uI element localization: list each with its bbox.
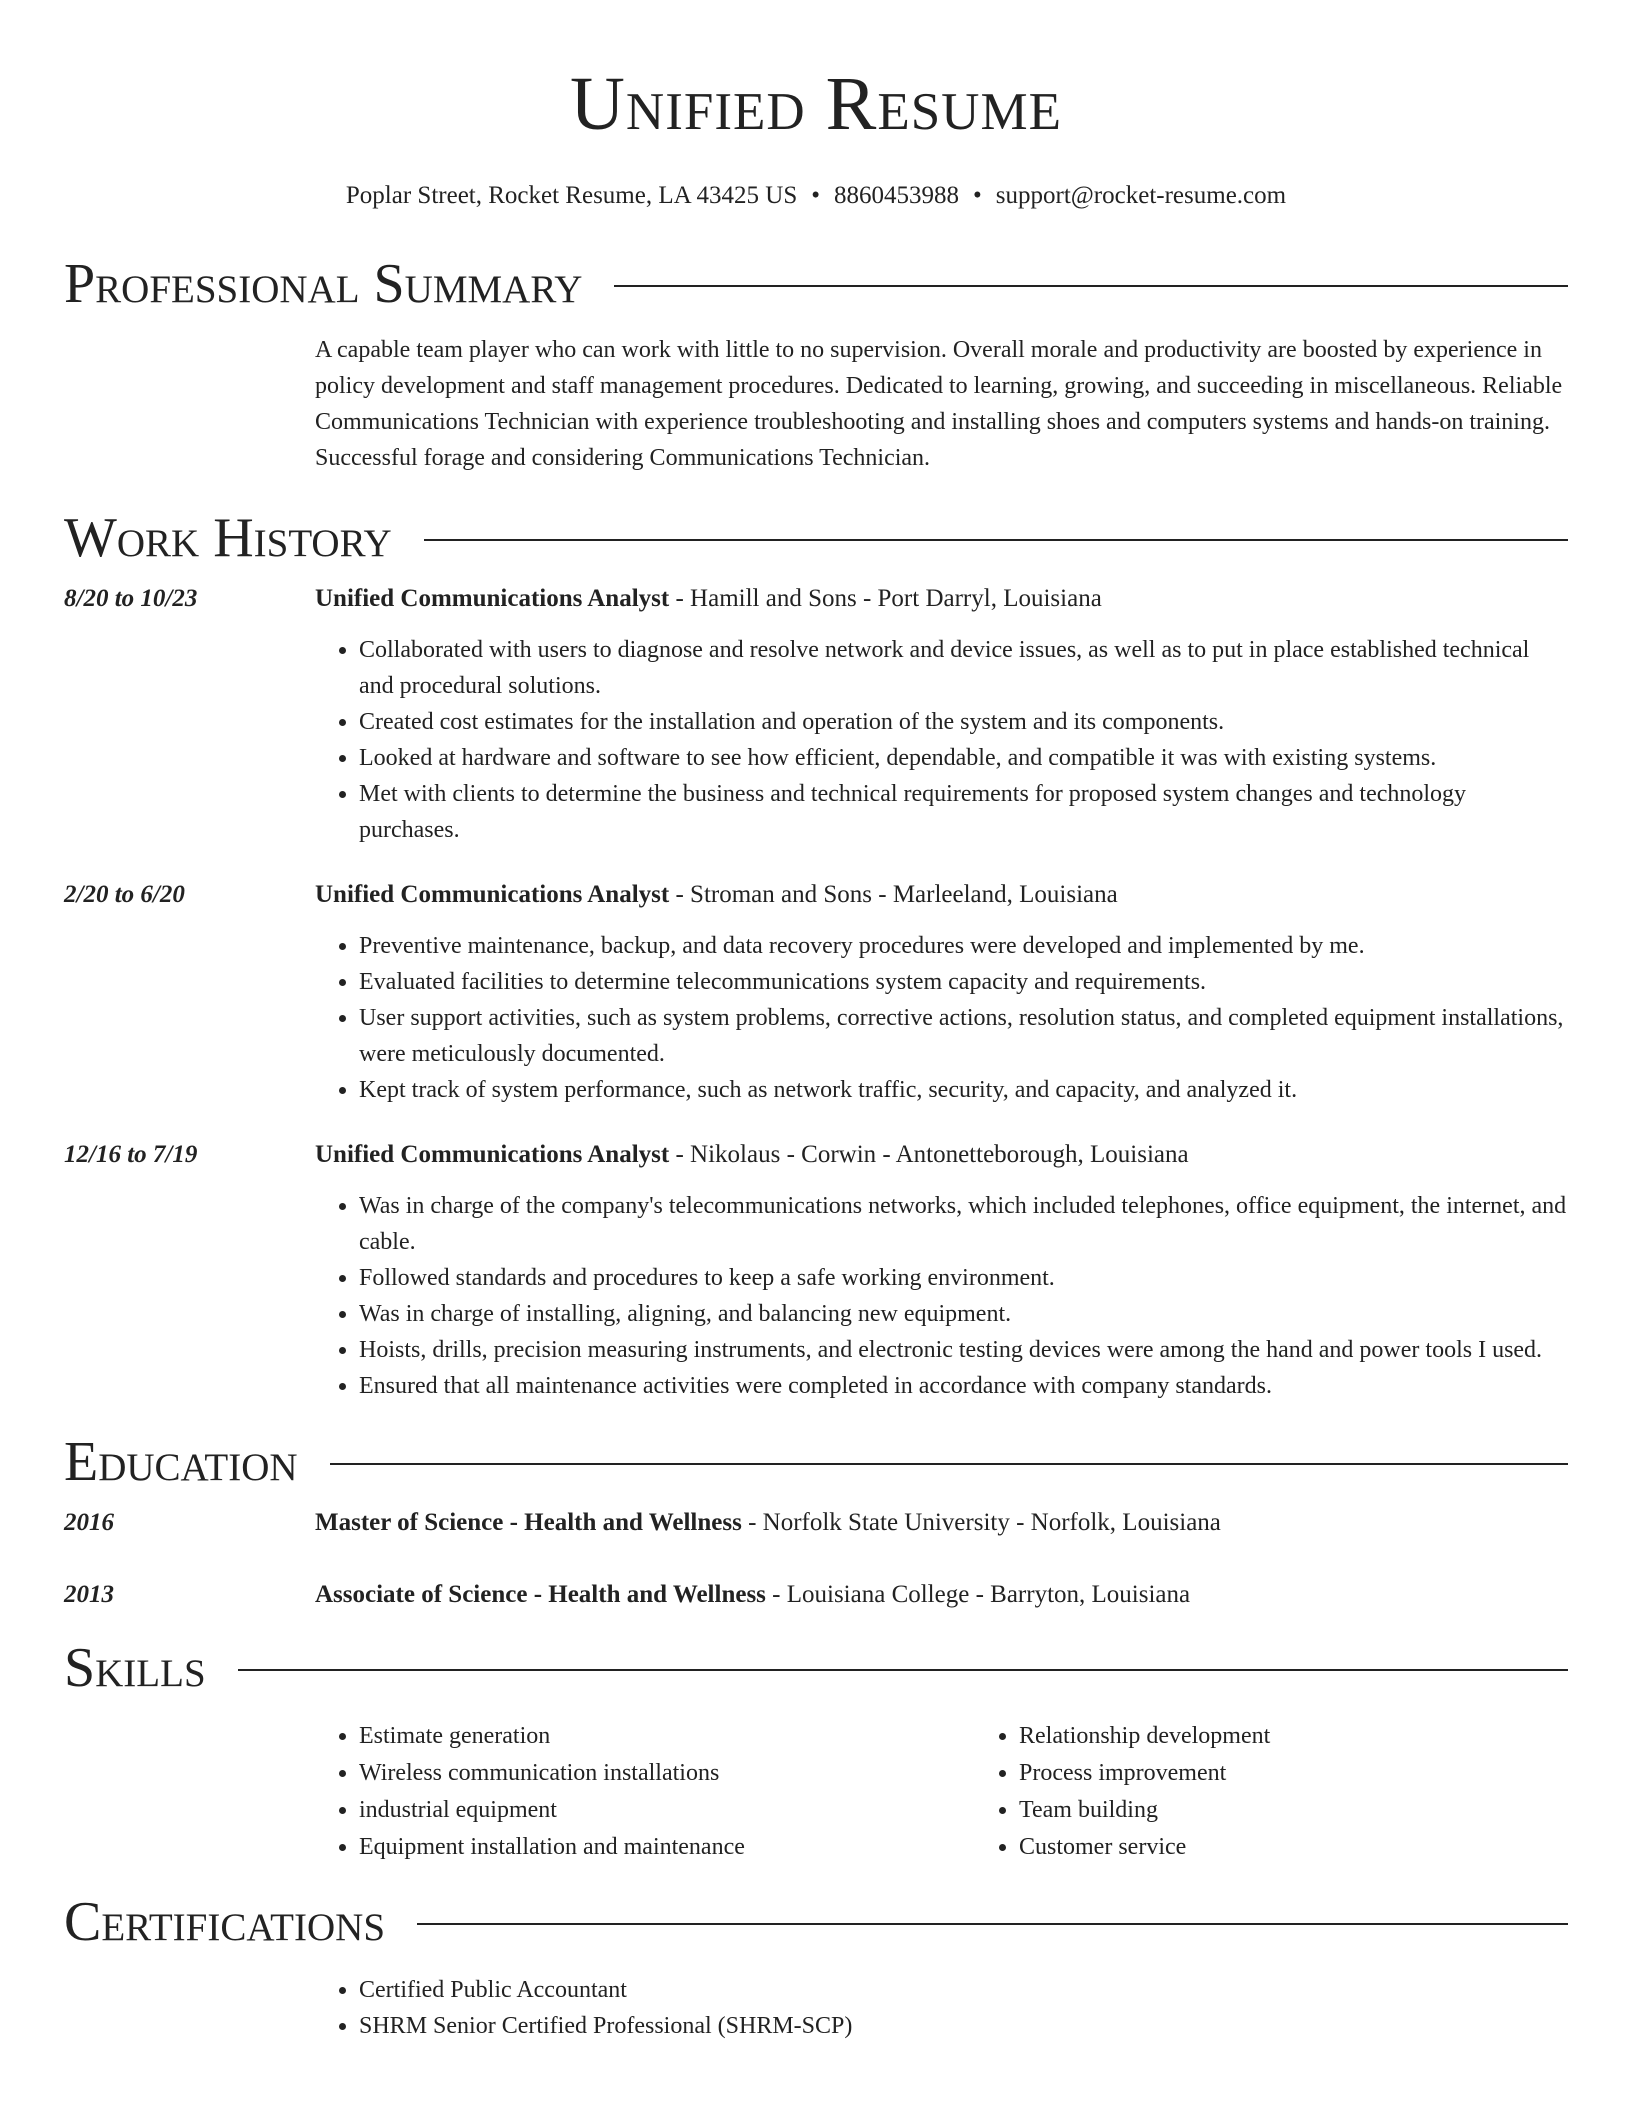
skill-item: • Equipment installation and maintenance	[359, 1829, 975, 1866]
contact-email: support@rocket-resume.com	[995, 182, 1287, 209]
skills-section-title: Skills	[64, 1637, 206, 1699]
summary-section-title: Professional Summary	[64, 253, 583, 315]
skills-left-spacer	[64, 1718, 315, 1866]
section-divider	[238, 1669, 1568, 1671]
summary-section-header	[64, 252, 1568, 316]
job-dates: 8/20 to 10/23	[64, 585, 198, 612]
job-bullet: • Kept track of system performance, such as network traffic, security, and capacity, and analyzed it.	[359, 1072, 1568, 1108]
job-dates: 2/20 to 6/20	[64, 881, 185, 908]
job-bullet: • Looked at hardware and software to see how efficient, dependable, and compatible it was with existing systems.	[359, 740, 1568, 776]
skill-item: • industrial equipment	[359, 1792, 975, 1829]
section-divider	[417, 1923, 1568, 1925]
skill-item: • Team building	[1019, 1792, 1270, 1829]
job-role: Unified Communications Analyst	[315, 1141, 670, 1168]
job-bullets	[315, 1188, 1568, 1404]
job-entry	[64, 1138, 1568, 1404]
education-section-header	[64, 1430, 1568, 1494]
job-bullet: • Was in charge of the company's telecommunications networks, which included telephones, office equipment, the internet, and cable.	[359, 1188, 1568, 1260]
resume-page	[64, 0, 1568, 2044]
job-bullet: • User support activities, such as system problems, corrective actions, resolution status, and completed equipment installations, were meticulously documented.	[359, 1000, 1568, 1072]
education-year: 2013	[64, 1581, 114, 1608]
summary-body	[315, 332, 1568, 476]
work-section-title: Work History	[64, 507, 392, 569]
job-entry	[64, 582, 1568, 848]
education-degree: Master of Science - Health and Wellness	[315, 1509, 742, 1536]
job-details: - Nikolaus - Corwin - Antonetteborough, Louisiana	[669, 1141, 1189, 1168]
job-bullet: • Was in charge of installing, aligning, and balancing new equipment.	[359, 1296, 1568, 1332]
skill-item: • Relationship development	[1019, 1718, 1270, 1755]
candidate-name: Unified Resume	[570, 62, 1062, 146]
job-details: - Hamill and Sons - Port Darryl, Louisiana	[669, 585, 1102, 612]
contact-separator: •	[811, 182, 821, 209]
job-role: Unified Communications Analyst	[315, 585, 670, 612]
summary-left-spacer	[64, 332, 315, 476]
job-bullet: • Met with clients to determine the business and technical requirements for proposed system changes and technology purchases.	[359, 776, 1568, 848]
certifications-section-title: Certifications	[64, 1891, 386, 1953]
skills-row	[64, 1718, 1568, 1866]
skill-item: • Customer service	[1019, 1829, 1270, 1866]
certifications-list	[315, 1972, 1568, 2044]
skills-grid	[315, 1718, 1568, 1866]
job-details: - Stroman and Sons - Marleeland, Louisiana	[669, 881, 1118, 908]
job-bullet: • Followed standards and procedures to keep a safe working environment.	[359, 1260, 1568, 1296]
job-entry	[64, 878, 1568, 1108]
education-details: - Louisiana College - Barryton, Louisiana	[765, 1581, 1191, 1608]
skill-item: • Process improvement	[1019, 1755, 1270, 1792]
education-entry	[64, 1578, 1568, 1612]
certification-item: • SHRM Senior Certified Professional (SHRM-SCP)	[359, 2008, 1568, 2044]
education-line	[315, 1578, 1568, 1612]
job-bullets	[315, 928, 1568, 1108]
education-details: - Norfolk State University - Norfolk, Louisiana	[741, 1509, 1221, 1536]
job-bullet: • Created cost estimates for the installation and operation of the system and its components.	[359, 704, 1568, 740]
job-title-line	[315, 878, 1568, 912]
skills-section-header	[64, 1636, 1568, 1700]
skills-column-1	[315, 1718, 975, 1866]
job-dates: 12/16 to 7/19	[64, 1141, 198, 1168]
job-bullet: • Collaborated with users to diagnose and resolve network and device issues, as well as to put in place established technical and procedural solutions.	[359, 632, 1568, 704]
education-entry	[64, 1506, 1568, 1540]
certifications-row	[64, 1972, 1568, 2044]
work-section-header	[64, 506, 1568, 570]
contact-separator: •	[973, 182, 982, 209]
skill-item: • Wireless communication installations	[359, 1755, 975, 1792]
job-title-line	[315, 1138, 1568, 1172]
section-divider	[614, 285, 1568, 287]
job-bullets	[315, 632, 1568, 848]
contact-address: Poplar Street, Rocket Resume, LA 43425 US	[345, 182, 798, 209]
education-year: 2016	[64, 1509, 114, 1536]
summary-row	[64, 332, 1568, 476]
skills-column-2	[975, 1718, 1270, 1866]
education-section-title: Education	[64, 1431, 298, 1493]
job-title-line	[315, 582, 1568, 616]
job-bullet: • Hoists, drills, precision measuring instruments, and electronic testing devices were among the hand and power tools I used.	[359, 1332, 1568, 1368]
summary-text: A capable team player who can work with little to no supervision. Overall morale and productivity are boosted by experience in policy development and staff management procedures. Dedicated to learning, growing, and succeeding in miscellaneous. Reliable Communications Technician with experience troubleshooting and installing shoes and computers systems and hands-on training. Successful forage and considering Communications Technician.	[315, 337, 1563, 471]
certifications-body	[315, 1972, 1568, 2044]
education-degree: Associate of Science - Health and Wellness	[315, 1581, 766, 1608]
job-body	[315, 582, 1568, 848]
job-bullet: • Evaluated facilities to determine telecommunications system capacity and requirements.	[359, 964, 1568, 1000]
job-bullet: • Ensured that all maintenance activities were completed in accordance with company standards.	[359, 1368, 1568, 1404]
job-body	[315, 1138, 1568, 1404]
certifications-section-header	[64, 1890, 1568, 1954]
skill-item: • Estimate generation	[359, 1718, 975, 1755]
section-divider	[424, 539, 1568, 541]
certification-item: • Certified Public Accountant	[359, 1972, 1568, 2008]
job-bullet: • Preventive maintenance, backup, and data recovery procedures were developed and implemented by me.	[359, 928, 1568, 964]
contact-phone: 8860453988	[834, 182, 960, 209]
contact-line	[64, 180, 1568, 212]
certifications-left-spacer	[64, 1972, 315, 2044]
job-role: Unified Communications Analyst	[315, 881, 670, 908]
education-line	[315, 1506, 1568, 1540]
job-body	[315, 878, 1568, 1108]
section-divider	[330, 1463, 1568, 1465]
